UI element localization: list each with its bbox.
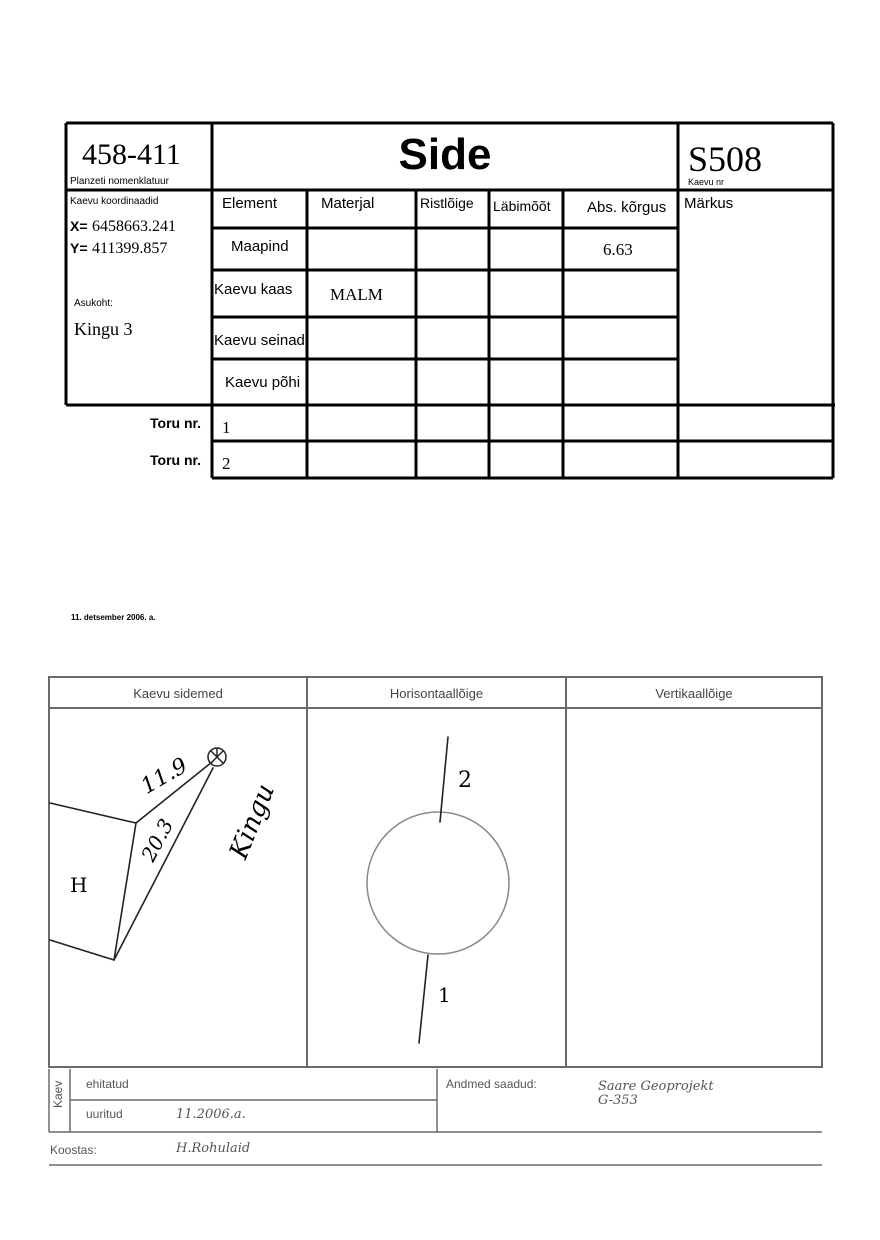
pipe-sketch-label-1: 1 <box>438 983 451 1007</box>
footer-surveyed-value: 11.2006.a. <box>176 1107 246 1122</box>
x-value: 6458663.241 <box>91 218 176 235</box>
nomenclature-label: Planzeti nomenklatuur <box>70 176 169 187</box>
col-material: Materjal <box>321 195 375 212</box>
row-element-ground: Maapind <box>231 238 289 255</box>
footer-side-label: Kaev <box>51 1080 65 1108</box>
y-value: 411399.857 <box>91 240 168 257</box>
building-label: H <box>70 873 88 897</box>
well-number-value: S508 <box>688 139 763 179</box>
panel-header-connections: Kaevu sidemed <box>133 686 223 701</box>
panel-header-vertical: Vertikaallõige <box>655 686 733 701</box>
location-label: Asukoht: <box>74 298 113 309</box>
footer-built-label: ehitatud <box>86 1077 129 1091</box>
row-element-cover: Kaevu kaas <box>214 281 293 298</box>
coordinates-label: Kaevu koordinaadid <box>70 196 159 207</box>
pipe-number-1: 1 <box>222 418 231 437</box>
panel-header-horizontal: Horisontaallõige <box>389 686 484 701</box>
pipe-label-1: Toru nr. <box>150 415 202 431</box>
footer-data-from-value-1: Saare Geoprojekt <box>598 1079 714 1094</box>
pipe-label-2: Toru nr. <box>150 452 202 468</box>
form-title: Side <box>398 130 492 179</box>
row-element-bottom: Kaevu põhi <box>225 374 301 391</box>
footer-surveyed-label: uuritud <box>86 1107 123 1121</box>
y-label: Y= <box>70 240 88 256</box>
col-element: Element <box>222 195 278 212</box>
dimension-11-9: 11.9 <box>137 753 192 800</box>
street-label: Kingu <box>224 779 281 864</box>
footer-data-from-label: Andmed saadud: <box>446 1077 537 1091</box>
col-cross-section: Ristlõige <box>420 195 474 211</box>
footer-data-from-value-2: G-353 <box>598 1093 638 1108</box>
row-element-walls: Kaevu seinad <box>214 332 305 349</box>
dimension-20-3: 20.3 <box>136 814 179 866</box>
col-remarks: Märkus <box>684 195 734 212</box>
x-label: X= <box>70 218 88 234</box>
col-abs-height: Abs. kõrgus <box>587 199 667 216</box>
form-date: 11. detsember 2006. a. <box>71 613 156 622</box>
row-abs-height-ground: 6.63 <box>603 240 633 259</box>
footer-compiled-value: H.Rohulaid <box>176 1141 251 1156</box>
nomenclature-value: 458-411 <box>82 138 181 171</box>
row-material-cover: MALM <box>330 285 383 304</box>
pipe-sketch-label-2: 2 <box>458 768 472 793</box>
location-value: Kingu 3 <box>74 319 133 339</box>
well-number-label: Kaevu nr <box>688 177 725 187</box>
footer-compiled-label: Koostas: <box>50 1143 97 1157</box>
col-diameter: Läbimõõt <box>493 198 551 214</box>
pipe-number-2: 2 <box>222 454 231 473</box>
